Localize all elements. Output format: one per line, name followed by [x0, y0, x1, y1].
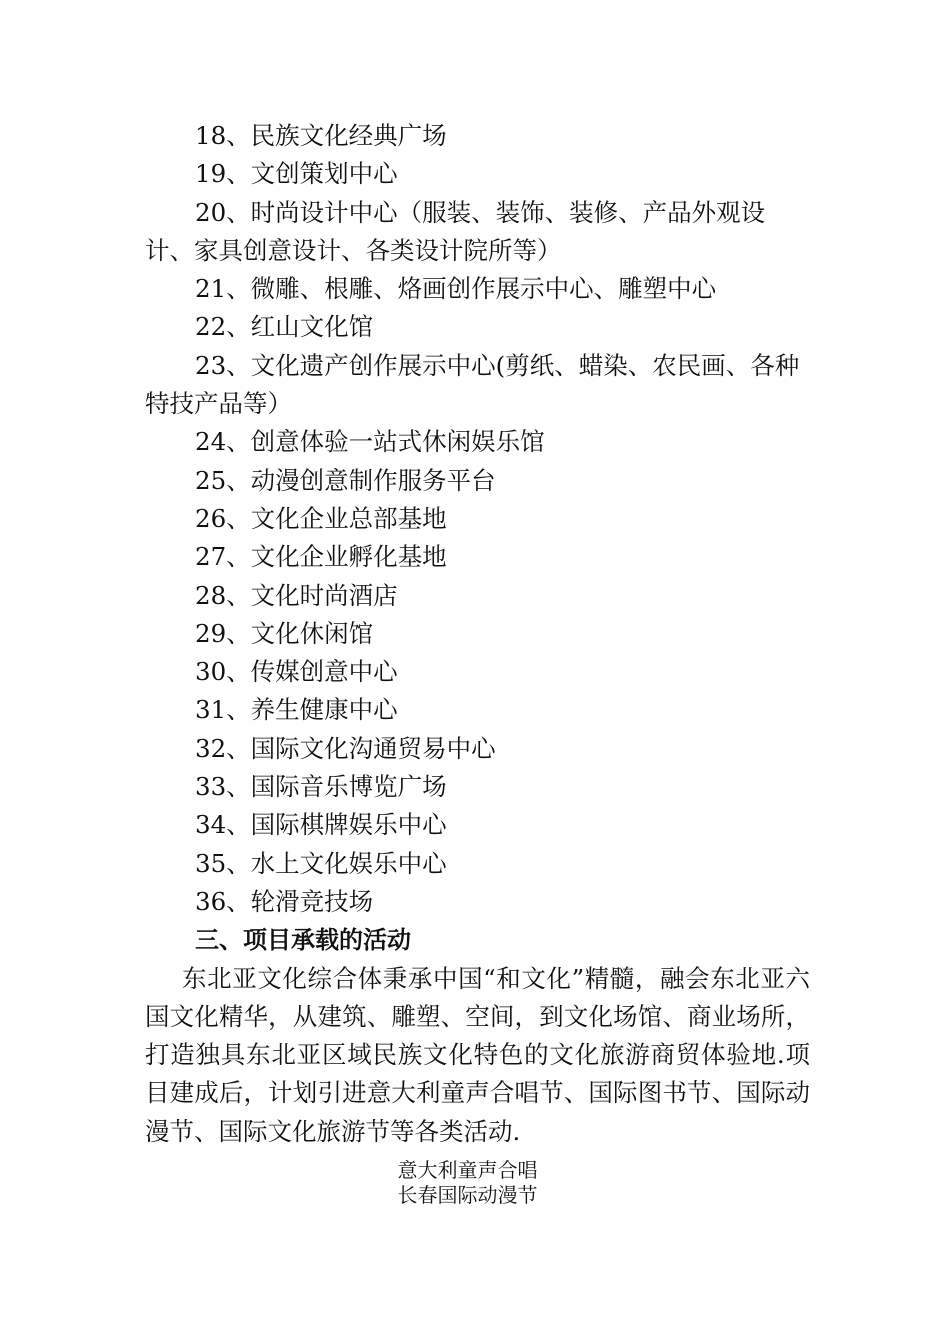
- list-item: 25、动漫创意制作服务平台: [195, 465, 496, 495]
- caption-animation-festival: 长春国际动漫节: [397, 1183, 538, 1207]
- list-item: 32、国际文化沟通贸易中心: [195, 733, 496, 763]
- list-item: 19、文创策划中心: [195, 159, 398, 189]
- list-item: 21、微雕、根雕、烙画创作展示中心、雕塑中心: [195, 274, 717, 304]
- list-item: 35、水上文化娱乐中心: [195, 848, 447, 878]
- list-item: 36、轮滑竞技场: [195, 886, 374, 916]
- list-item: 20、时尚设计中心（服装、装饰、装修、产品外观设计、家具创意设计、各类设计院所等）: [145, 197, 766, 265]
- list-item: 29、文化休闲馆: [195, 618, 374, 648]
- project-list: [145, 117, 810, 1151]
- section-paragraph: 东北亚文化综合体秉承中国“和文化”精髓，融会东北亚六国文化精华，从建筑、雕塑、空间，到文化场馆、商业场所，打造独具东北亚区域民族文化特色的文化旅游商贸体验地.项目建成后，计划引进意大利童声合唱节、国际图书节、国际动漫节、国际文化旅游节等各类活动.: [145, 963, 810, 1146]
- list-item: 34、国际棋牌娱乐中心: [195, 810, 447, 840]
- list-item: 30、传媒创意中心: [195, 657, 398, 687]
- list-item: 22、红山文化馆: [195, 312, 374, 342]
- list-item: 28、文化时尚酒店: [195, 580, 398, 610]
- list-item: 27、文化企业孵化基地: [195, 542, 447, 572]
- section-heading: 三、项目承载的活动: [195, 926, 411, 955]
- caption-choir: 意大利童声合唱: [397, 1158, 538, 1182]
- image-captions: [0, 1158, 935, 1208]
- list-item: 33、国际音乐博览广场: [195, 772, 447, 802]
- list-item: 24、创意体验一站式休闲娱乐馆: [195, 427, 545, 457]
- list-item: 31、养生健康中心: [195, 695, 398, 725]
- list-item: 26、文化企业总部基地: [195, 503, 447, 533]
- list-item: 23、文化遗产创作展示中心(剪纸、蜡染、农民画、各种特技产品等）: [145, 350, 800, 419]
- list-item: 18、民族文化经典广场: [195, 121, 447, 150]
